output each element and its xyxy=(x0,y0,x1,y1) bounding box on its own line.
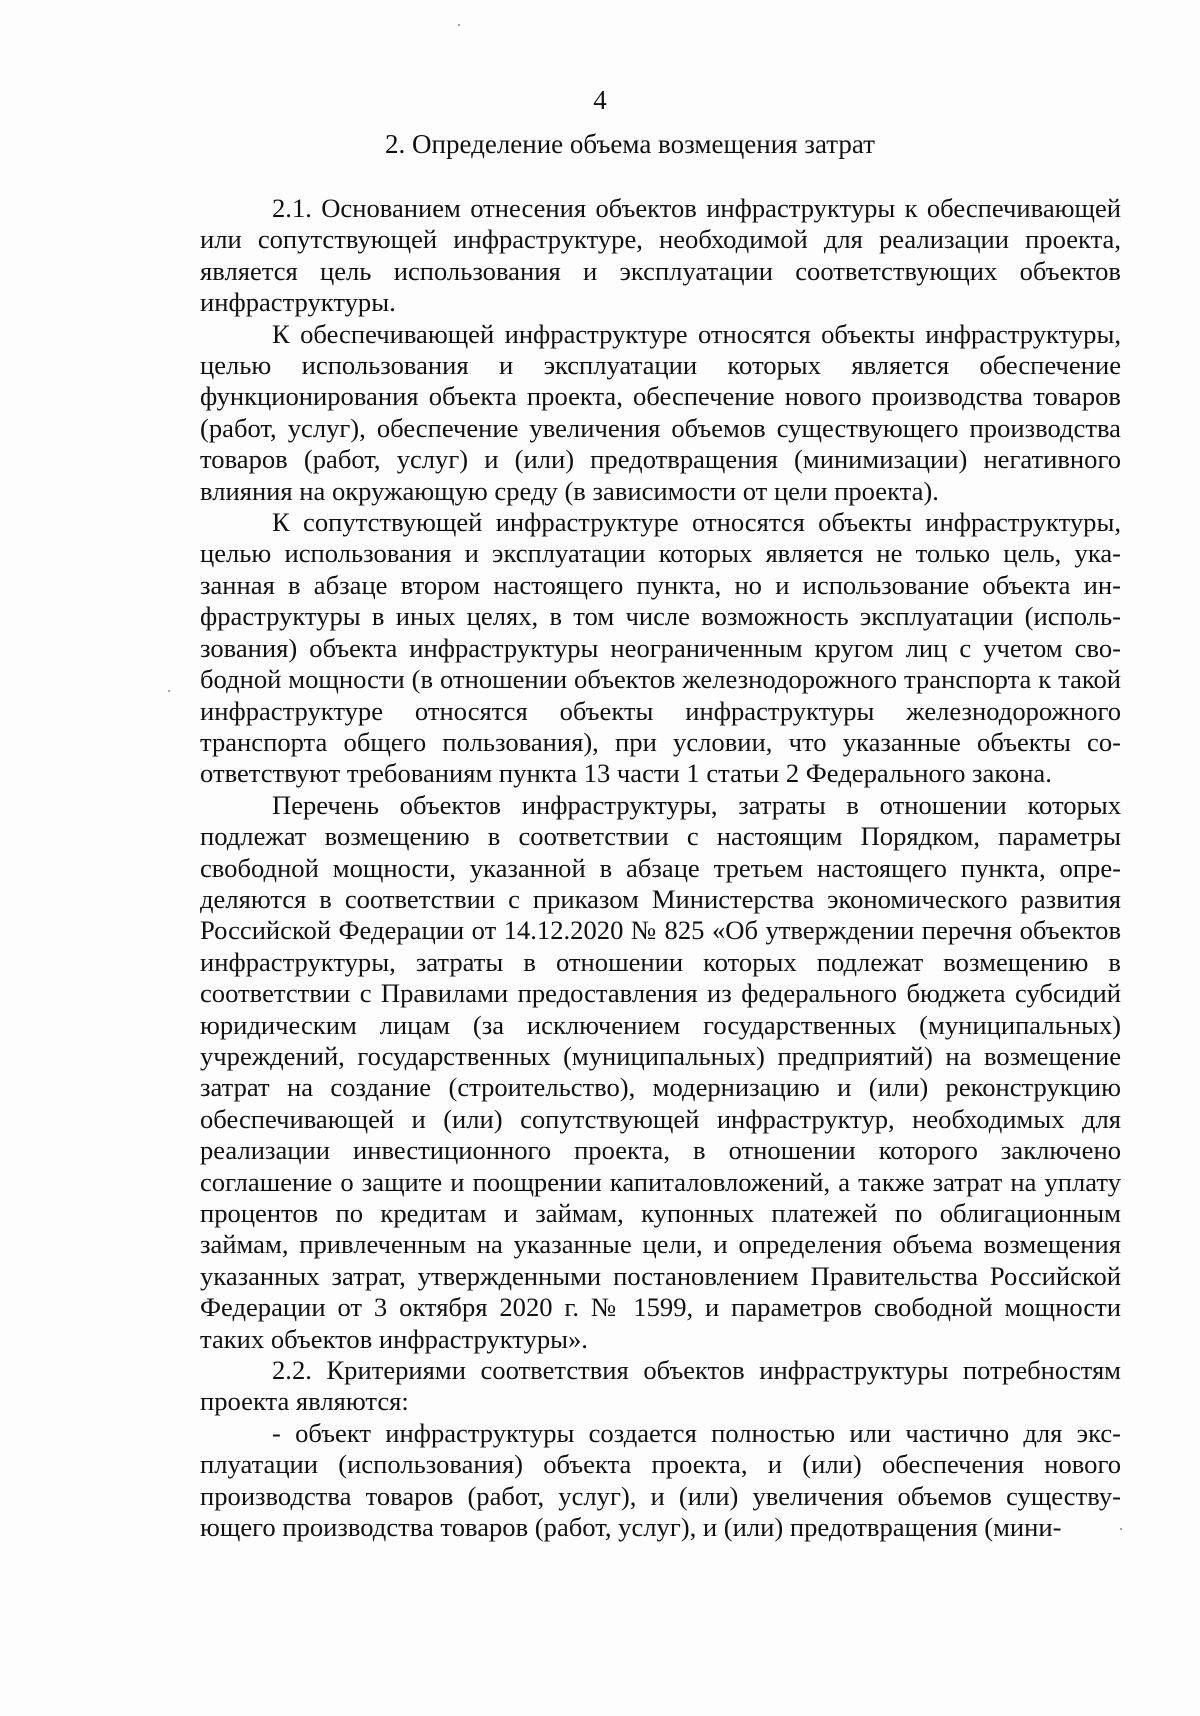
scan-speck xyxy=(1120,1528,1122,1530)
paragraph-2-1: 2.1. Основанием отнесения объектов инфраструктуры к обеспечивающей или сопутствующей инфраструктуре, необходимой для реализации проекта, является цель использования и эксплуатации соответствующих объектов инфраструктуры. xyxy=(200,193,1121,318)
paragraph-supporting-infrastructure: К обеспечивающей инфраструктуре относятся объекты инфраструктуры, целью использования и эксплуатации которых является обеспечение функционирования объекта проекта, обеспечение нового производства товаров (работ, услуг), обеспечение увеличения объемов существующего производства товаров (работ, услуг) и (или) предотвращения (минимизации) негативного влияния на окружающую среду (в зависимости от цели проекта). xyxy=(200,318,1121,506)
section-title: 2. Определение объема возмещения затрат xyxy=(385,129,875,159)
paragraph-2-2: 2.2. Критериями соответствия объектов инфраструктуры потребностям проекта являются: xyxy=(200,1355,1121,1417)
criteria-list-item: - объект инфраструктуры создается полностью или частично для эксплуатации (использования) объекта проекта, и (или) обеспечения нового производства товаров (работ, услуг), и (или) увеличения объемов существующего производства товаров (работ, услуг), и (или) предотвращения (мини- xyxy=(200,1417,1121,1543)
paragraph-accompanying-infrastructure: К сопутствующей инфраструктуре относятся объекты инфраструктуры, целью использования и эксплуатации которых является не только цель, указанная в абзаце втором настоящего пункта, но и использование объекта инфраструктуры в иных целях, в том числе возможность эксплуатации (использования) объекта инфраструктуры неограниченным кругом лиц с учетом свободной мощности (в отношении объектов железнодорожного транспорта к такой инфраструктуре относятся объекты инфраструктуры железнодорожного транспорта общего пользования), при условии, что указанные объекты соответствуют требованиям пункта 13 части 1 статьи 2 Федерального закона. xyxy=(200,507,1121,789)
scan-speck xyxy=(168,690,170,692)
scan-speck xyxy=(458,24,460,26)
paragraph-infrastructure-list: Перечень объектов инфраструктуры, затраты в отношении которых подлежат возмещению в соответствии с настоящим Порядком, параметры свободной мощности, указанной в абзаце третьем настоящего пункта, определяются в соответствии с приказом Министерства экономического развития Российской Федерации от 14.12.2020 № 825 «Об утверждении перечня объектов инфраструктуры, затраты в отношении которых подлежат возмещению в соответствии с Правилами предоставления из федерального бюджета субсидий юридическим лицам (за исключением государственных (муниципальных) учреждений, государственных (муниципальных) предприятий) на возмещение затрат на создание (строительство), модернизацию и (или) реконструкцию обеспечивающей и (или) сопутствующей инфраструктур, необходимых для реализации инвестиционного проекта, в отношении которого заключено соглашение о защите и поощрении капиталовложений, а также затрат на уплату процентов по кредитам и займам, купонных платежей по облигационным займам, привлеченным на указанные цели, и определения объема возмещения указанных затрат, утвержденными постановлением Правительства Российской Федерации от 3 октября 2020 г. № 1599, и параметров свободной мощности таких объектов инфраструктуры». xyxy=(200,789,1121,1354)
page-number: 4 xyxy=(593,85,607,115)
document-body xyxy=(200,193,1121,1543)
